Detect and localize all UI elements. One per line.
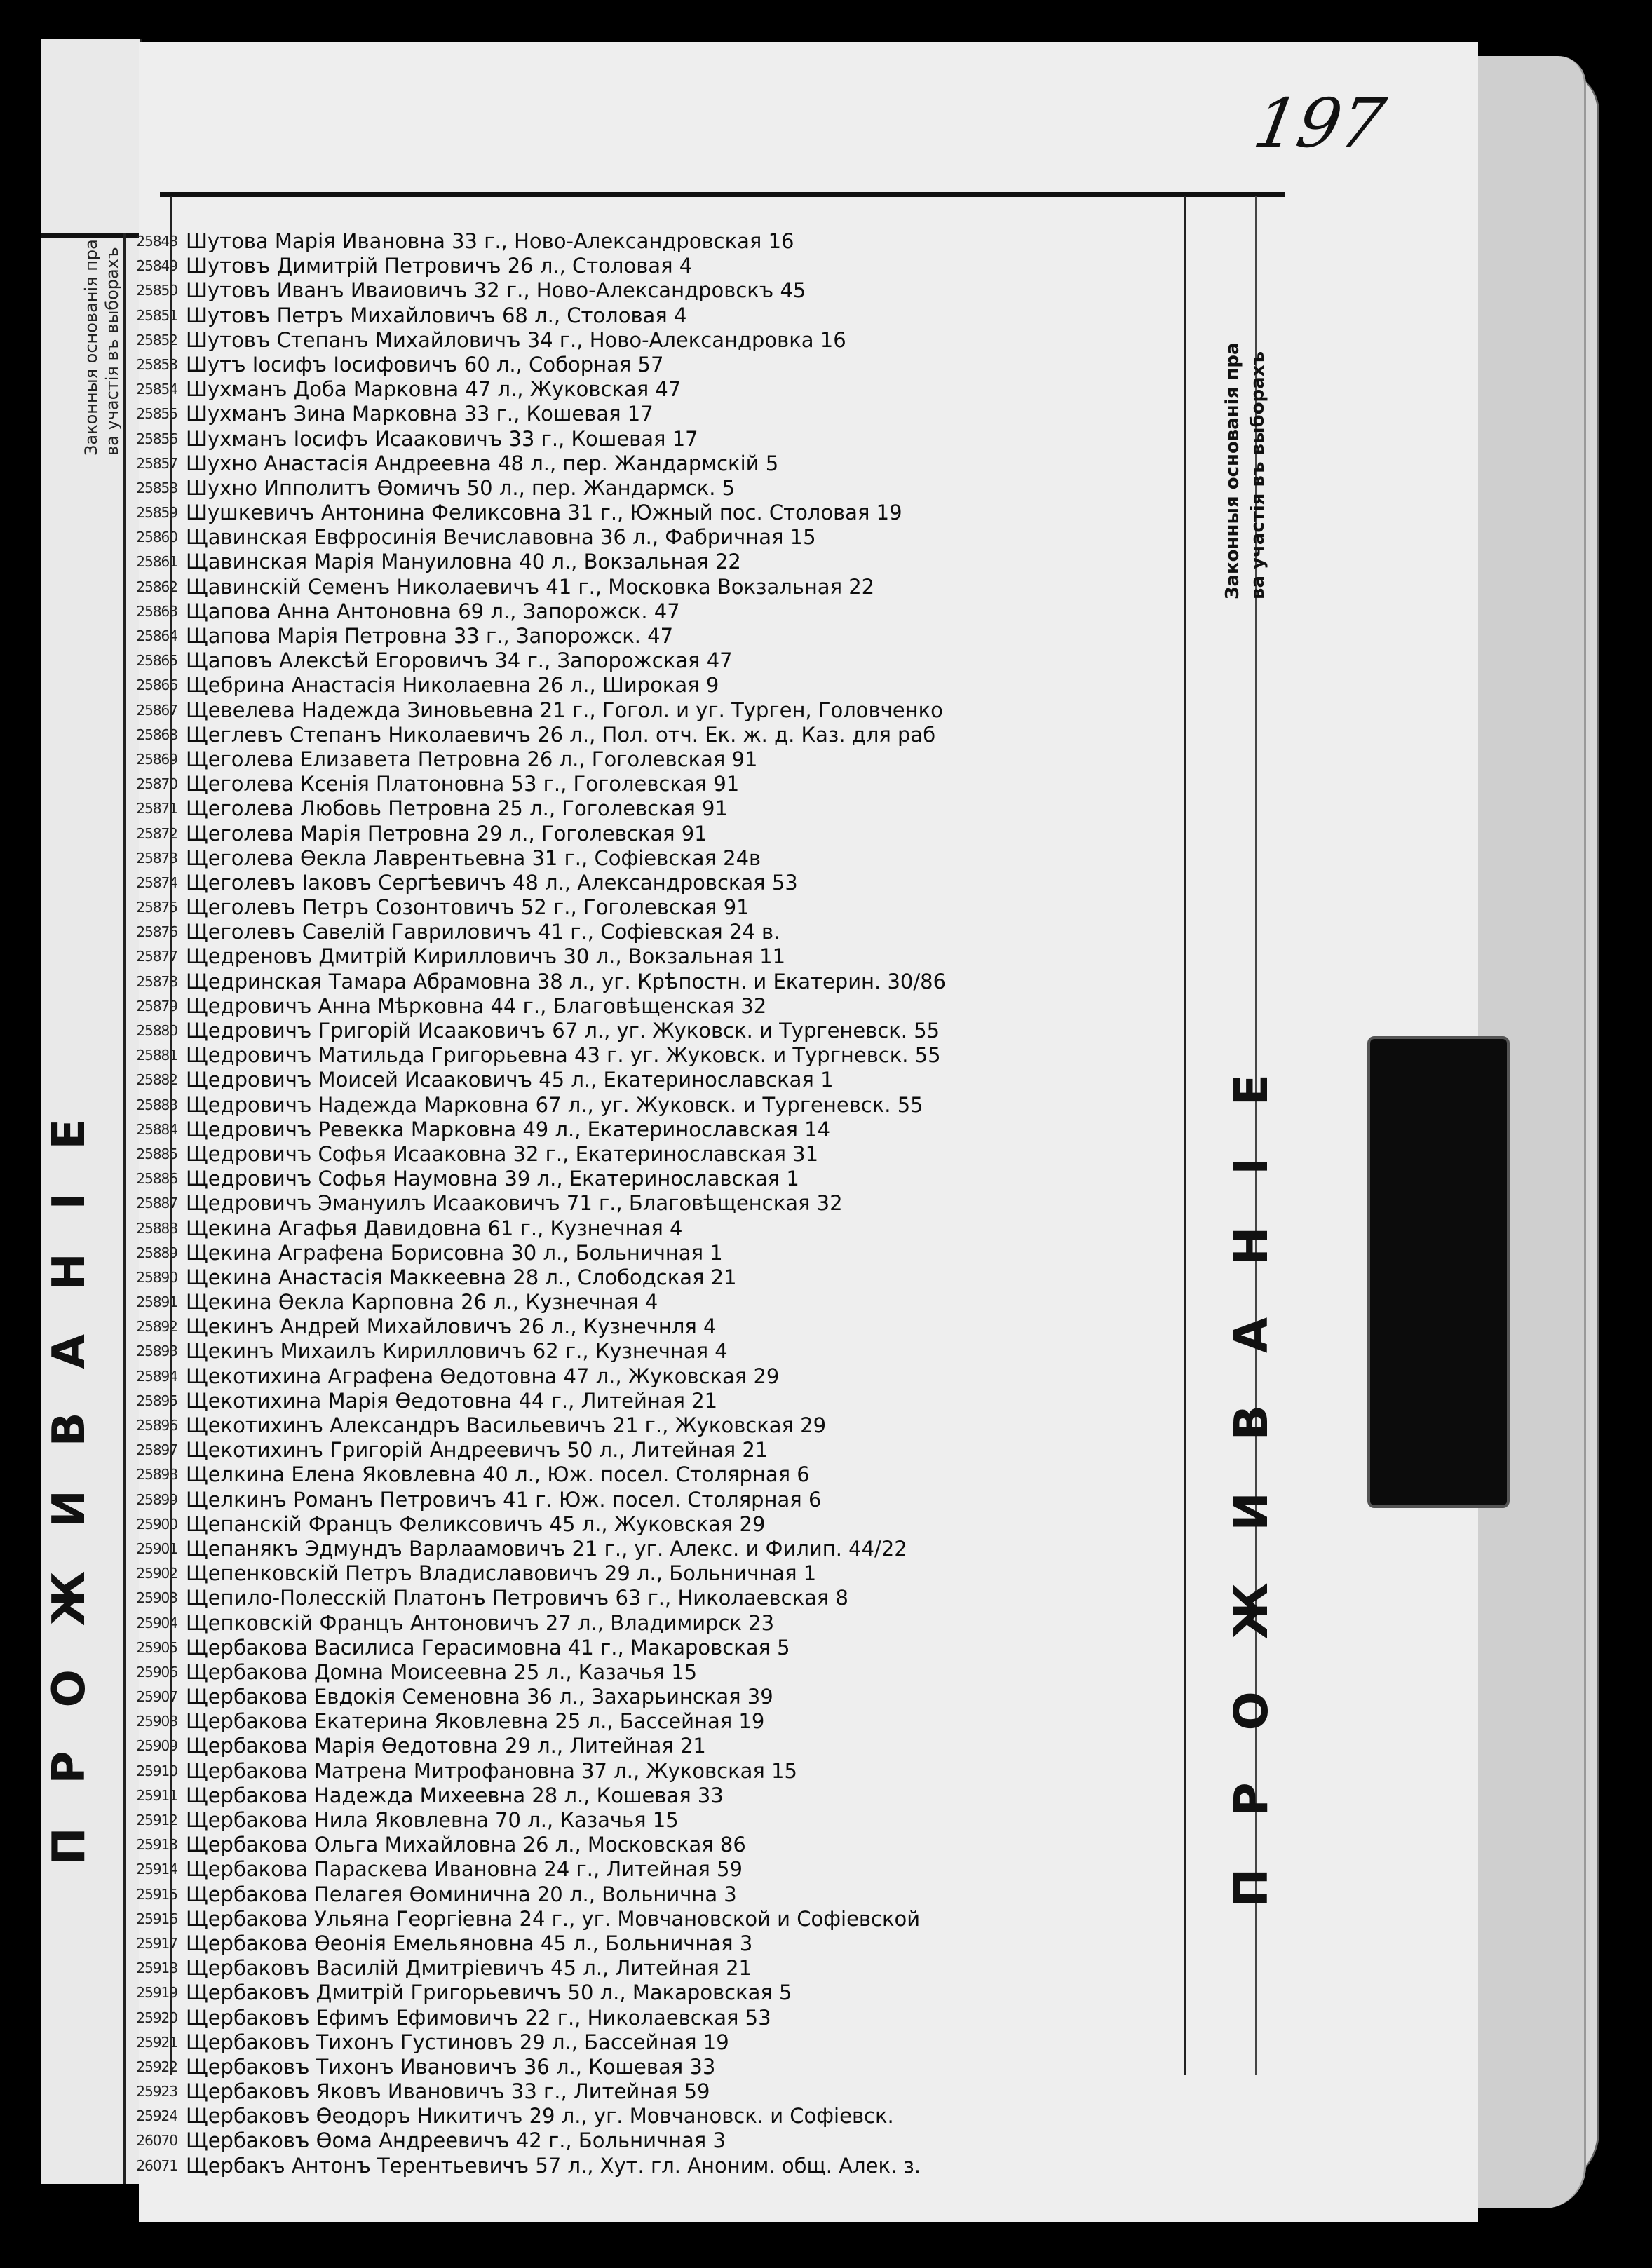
entry-number: 25857 (136, 454, 177, 472)
entry-number: 25916 (136, 1910, 177, 1927)
entry-text: Щеголева Ксенія Платоновна 53 г., Гоголевская 91 (186, 772, 740, 796)
entry-text: Шутовъ Петръ Михайловичъ 68 л., Столовая 4 (186, 303, 687, 327)
entry-number: 25858 (136, 479, 177, 496)
list-item (130, 1068, 1196, 1092)
entry-number: 25898 (136, 1466, 177, 1483)
entry-number: 25867 (136, 701, 177, 719)
list-item (130, 920, 1196, 944)
list-item (130, 1586, 1196, 1610)
entry-number: 25911 (136, 1786, 177, 1804)
entry-text: Щеголева Марія Петровна 29 л., Гоголевская 91 (186, 821, 707, 846)
list-item (130, 895, 1196, 920)
list-item (130, 1857, 1196, 1882)
list-item (130, 846, 1196, 871)
entry-number: 25890 (136, 1268, 177, 1286)
entry-number: 25896 (136, 1417, 177, 1434)
entry-text: Щепанскій Францъ Феликсовичъ 45 л., Жуковская 29 (186, 1512, 766, 1536)
list-item (130, 525, 1196, 550)
entry-text: Шухманъ Доба Марковна 47 л., Жуковская 47 (186, 377, 682, 402)
entry-text: Шухно Анастасія Андреевна 48 л., пер. Жандармскій 5 (186, 451, 779, 475)
entry-text: Щеглевъ Степанъ Николаевичъ 26 л., Пол. отч. Ек. ж. д. Каз. для раб (186, 722, 936, 747)
list-item (130, 1611, 1196, 1636)
entry-number: 25923 (136, 2083, 177, 2100)
entry-text: Щербакова Ольга Михайловна 26 л., Московская 86 (186, 1833, 746, 1857)
entry-text: Щербакъ Антонъ Терентьевичъ 57 л., Хут. гл. Аноним. общ. Алек. з. (186, 2153, 921, 2178)
entry-text: Щедровичъ Матильда Григорьевна 43 г. уг. Жуковск. и Тургневск. 55 (186, 1043, 941, 1068)
entry-number: 25868 (136, 726, 177, 743)
entry-number: 25892 (136, 1318, 177, 1336)
list-item (130, 1364, 1196, 1389)
entry-text: Щербаковъ Ѳома Андреевичъ 42 г., Больничная 3 (186, 2128, 726, 2153)
list-item (130, 1438, 1196, 1462)
entry-text: Щепковскій Францъ Антоновичъ 27 л., Владимирск 23 (186, 1610, 775, 1635)
scan-border (0, 0, 41, 2268)
list-item (130, 1339, 1196, 1364)
entry-text: Щербаковъ Тихонъ Густиновъ 29 л., Бассейная 19 (186, 2030, 729, 2054)
entry-number: 25865 (136, 652, 177, 670)
list-item (130, 1981, 1196, 2005)
side-header-line-1: Законныя основанія пра (1222, 342, 1243, 599)
list-item (130, 2006, 1196, 2030)
list-item (130, 1389, 1196, 1413)
entry-number: 25875 (136, 899, 177, 916)
entry-number: 25924 (136, 2107, 177, 2125)
entry-number: 25874 (136, 874, 177, 891)
entry-number: 25908 (136, 1713, 177, 1730)
spine-title (1224, 673, 1280, 1907)
entry-text: Щербакова Василиса Герасимовна 41 г., Макаровская 5 (186, 1635, 790, 1659)
entry-number: 25849 (136, 257, 177, 275)
entry-number: 25909 (136, 1737, 177, 1755)
entry-number: 25872 (136, 824, 177, 842)
entry-text: Щербакова Параскева Ивановна 24 г., Литейная 59 (186, 1857, 743, 1882)
entry-text: Щеголева Ѳекла Лаврентьевна 31 г., Софіевская 24в (186, 846, 761, 870)
entry-text: Щекина Агафья Давидовна 61 г., Кузнечная 4 (186, 1216, 683, 1240)
previous-page-column-rule (123, 233, 126, 2184)
list-item (130, 747, 1196, 772)
list-item (130, 673, 1196, 698)
list-item (130, 970, 1196, 994)
entry-text: Шушкевичъ Антонина Феликсовна 31 г., Южный пос. Столовая 19 (186, 501, 902, 525)
previous-page-spine-title (43, 491, 95, 1865)
entry-text: Щаповъ Алексѣй Егоровичъ 34 г., Запорожская 47 (186, 649, 733, 673)
top-rule (160, 192, 1285, 197)
entry-number: 25876 (136, 923, 177, 941)
entry-number: 25888 (136, 1219, 177, 1237)
entry-text: Щедровичъ Ревекка Марковна 49 л., Екатеринославская 14 (186, 1117, 831, 1141)
list-item (130, 575, 1196, 599)
list-item (130, 1167, 1196, 1191)
entry-number: 25859 (136, 504, 177, 522)
list-item (130, 649, 1196, 673)
list-item (130, 723, 1196, 747)
list-item (130, 1413, 1196, 1438)
list-item (130, 822, 1196, 846)
entry-number: 25848 (136, 233, 177, 250)
list-item (130, 501, 1196, 525)
entry-text: Щелкина Елена Яковлевна 40 л., Юж. посел. Столярная 6 (186, 1462, 810, 1487)
entry-number: 25901 (136, 1540, 177, 1557)
list-item (130, 254, 1196, 278)
entry-text: Щапова Марія Петровна 33 г., Запорожск. 47 (186, 624, 674, 648)
residents-list (130, 229, 1196, 2178)
entry-number: 25866 (136, 677, 177, 694)
entry-text: Щедровичъ Григорій Исааковичъ 67 л., уг. Жуковск. и Тургеневск. 55 (186, 1019, 940, 1043)
index-tab (1367, 1036, 1510, 1508)
entry-text: Щеголевъ Петръ Созонтовичъ 52 г., Гоголевская 91 (186, 895, 750, 920)
list-item (130, 1709, 1196, 1734)
entry-text: Шухно Ипполитъ Ѳомичъ 50 л., пер. Жандармск. 5 (186, 475, 736, 500)
list-item (130, 698, 1196, 723)
entry-text: Щербакова Нила Яковлевна 70 л., Казачья 15 (186, 1808, 679, 1832)
list-item (130, 1734, 1196, 1758)
entry-text: Щеголева Елизавета Петровна 26 л., Гоголевская 91 (186, 747, 758, 771)
list-item (130, 796, 1196, 821)
entry-number: 25864 (136, 627, 177, 644)
list-item (130, 1537, 1196, 1561)
entry-text: Щербакова Пелагея Ѳоминична 20 л., Вольнична 3 (186, 1882, 737, 1906)
entry-text: Щербаковъ Дмитрій Григорьевичъ 50 л., Макаровская 5 (186, 1981, 792, 2005)
entry-text: Щербакова Надежда Михеевна 28 л., Кошевая 33 (186, 1783, 724, 1807)
entry-number: 25871 (136, 800, 177, 817)
entry-number: 25905 (136, 1638, 177, 1656)
entry-number: 25914 (136, 1861, 177, 1878)
entry-number: 25893 (136, 1343, 177, 1360)
entry-text: Щекотихина Аграфена Ѳедотовна 47 л., Жуковская 29 (186, 1364, 780, 1388)
list-item (130, 1118, 1196, 1142)
entry-text: Щавинская Марія Мануиловна 40 л., Вокзальная 22 (186, 550, 741, 574)
entry-number: 25861 (136, 553, 177, 571)
entry-number: 25894 (136, 1367, 177, 1385)
entry-text: Шухманъ Іосифъ Исааковичъ 33 г., Кошевая 17 (186, 426, 698, 451)
entry-number: 25903 (136, 1589, 177, 1607)
entry-text: Щербакова Екатерина Яковлевна 25 л., Бассейная 19 (186, 1709, 765, 1734)
entry-number: 25891 (136, 1293, 177, 1311)
list-item (130, 402, 1196, 426)
entry-number: 25880 (136, 1022, 177, 1039)
list-item (130, 229, 1196, 254)
previous-header-line-2: ва участія въ выборахъ (102, 247, 122, 456)
list-item (130, 1907, 1196, 1931)
entry-text: Щелкинъ Романъ Петровичъ 41 г. Юж. посел. Столярная 6 (186, 1487, 822, 1512)
list-item (130, 1315, 1196, 1339)
entry-text: Щедреновъ Дмитрій Кирилловичъ 30 л., Вокзальная 11 (186, 944, 786, 969)
entry-text: Шутовъ Иванъ Иваиовичъ 32 г., Ново-Александровскъ 45 (186, 278, 806, 303)
entry-text: Щербаковъ Ѳеодоръ Никитичъ 29 л., уг. Мовчановск. и Софіевск. (186, 2104, 894, 2128)
entry-number: 25862 (136, 578, 177, 595)
entry-number: 25856 (136, 430, 177, 447)
entry-number: 25913 (136, 1836, 177, 1854)
list-item (130, 304, 1196, 328)
entry-text: Щербакова Матрена Митрофановна 37 л., Жуковская 15 (186, 1758, 797, 1783)
entry-number: 25899 (136, 1491, 177, 1508)
entry-text: Щепило-Полесскій Платонъ Петровичъ 63 г., Николаевская 8 (186, 1586, 848, 1610)
list-item (130, 1043, 1196, 1068)
entry-number: 25918 (136, 1960, 177, 1977)
entry-text: Щедровичъ Эмануилъ Исааковичъ 71 г., Благовѣщенская 32 (186, 1191, 843, 1216)
list-item (130, 944, 1196, 969)
entry-text: Щербакова Домна Моисеевна 25 л., Казачья 15 (186, 1659, 698, 1684)
entry-number: 25912 (136, 1812, 177, 1828)
list-item (130, 599, 1196, 624)
entry-text: Щебрина Анастасія Николаевна 26 л., Широкая 9 (186, 673, 719, 698)
entry-text: Щербаковъ Ефимъ Ефимовичъ 22 г., Николаевская 53 (186, 2005, 771, 2030)
entry-text: Щекинъ Андрей Михайловичъ 26 л., Кузнечнля 4 (186, 1315, 717, 1339)
entry-text: Шухманъ Зина Марковна 33 г., Кошевая 17 (186, 402, 654, 426)
list-item (130, 1882, 1196, 1907)
page-number: 197 (1248, 84, 1391, 163)
entry-number: 25873 (136, 849, 177, 867)
entry-number: 25910 (136, 1762, 177, 1779)
entry-text: Щекотихина Марія Ѳедотовна 44 г., Литейная 21 (186, 1388, 718, 1413)
list-item (130, 2079, 1196, 2104)
list-item (130, 1488, 1196, 1512)
entry-number: 25886 (136, 1170, 177, 1188)
list-item (130, 1241, 1196, 1265)
entry-text: Щедровичъ Софья Наумовна 39 л., Екатеринославская 1 (186, 1167, 799, 1191)
spine-title-text: ПРОЖИВАНІЕ (1224, 1021, 1278, 1907)
entry-number: 25921 (136, 2033, 177, 2051)
entry-text: Щедровичъ Анна Мѣрковна 44 г., Благовѣщенская 32 (186, 993, 767, 1018)
entry-number: 25897 (136, 1441, 177, 1459)
entry-number: 25922 (136, 2058, 177, 2075)
list-item (130, 1093, 1196, 1118)
list-item (130, 278, 1196, 303)
entry-number: 25885 (136, 1145, 177, 1162)
entry-number: 25920 (136, 2009, 177, 2026)
list-item (130, 1956, 1196, 1981)
entry-number: 25851 (136, 306, 177, 324)
entry-text: Щербакова Марія Ѳедотовна 29 л., Литейная 21 (186, 1734, 706, 1758)
list-item (130, 1784, 1196, 1808)
list-item (130, 1636, 1196, 1660)
entry-number: 25878 (136, 972, 177, 990)
list-item (130, 451, 1196, 476)
entry-number: 25907 (136, 1688, 177, 1706)
entry-text: Шутъ Іосифъ Іосифовичъ 60 л., Соборная 57 (186, 352, 664, 376)
entry-number: 25855 (136, 405, 177, 423)
entry-text: Щевелева Надежда Зиновьевна 21 г., Гогол. и уг. Турген, Головченко (186, 698, 943, 722)
list-item (130, 1191, 1196, 1216)
list-item (130, 353, 1196, 377)
list-item (130, 1019, 1196, 1043)
list-item (130, 1512, 1196, 1537)
entry-text: Щедровичъ Надежда Марковна 67 л., уг. Жуковск. и Тургеневск. 55 (186, 1092, 923, 1117)
entry-text: Щекина Анастасія Маккеевна 28 л., Слободская 21 (186, 1265, 737, 1289)
entry-number: 26071 (136, 2157, 177, 2174)
entry-number: 25884 (136, 1120, 177, 1138)
entry-text: Щапова Анна Антоновна 69 л., Запорожск. 47 (186, 599, 680, 623)
list-item (130, 1833, 1196, 1857)
list-item (130, 2128, 1196, 2153)
list-item (130, 476, 1196, 501)
entry-text: Щербаковъ Василій Дмитріевичъ 45 л., Литейная 21 (186, 1956, 752, 1981)
entry-number: 25853 (136, 355, 177, 373)
entry-text: Щедровичъ Софья Исааковна 32 г., Екатеринославская 31 (186, 1141, 819, 1166)
entry-number: 25870 (136, 775, 177, 793)
list-item (130, 1142, 1196, 1167)
list-item (130, 1265, 1196, 1290)
side-header-line-2: ва участія въ выборахъ (1247, 351, 1268, 599)
entry-number: 25854 (136, 381, 177, 398)
entry-number: 25852 (136, 331, 177, 348)
entry-number: 25902 (136, 1565, 177, 1582)
entry-number: 25895 (136, 1392, 177, 1409)
entry-number: 25860 (136, 529, 177, 546)
entry-text: Щедровичъ Моисей Исааковичъ 45 л., Екатеринославская 1 (186, 1068, 834, 1092)
entry-number: 25877 (136, 948, 177, 965)
entry-text: Щавинскій Семенъ Николаевичъ 41 г., Московка Вокзальная 22 (186, 574, 875, 599)
list-item (130, 1685, 1196, 1709)
list-item (130, 1660, 1196, 1685)
entry-text: Щеголева Любовь Петровна 25 л., Гоголевская 91 (186, 796, 728, 821)
entry-number: 25863 (136, 602, 177, 620)
list-item (130, 2104, 1196, 2128)
entry-text: Щеголевъ Савелій Гавриловичъ 41 г., Софіевская 24 в. (186, 920, 780, 944)
entry-number: 25881 (136, 1047, 177, 1064)
entry-number: 25915 (136, 1885, 177, 1903)
entry-number: 25887 (136, 1195, 177, 1212)
entry-text: Щербаковъ Яковъ Ивановичъ 33 г., Литейная 59 (186, 2079, 710, 2104)
entry-number: 25882 (136, 1071, 177, 1089)
list-item (130, 994, 1196, 1019)
entry-text: Щедринская Тамара Абрамовна 38 л., уг. Крѣпостн. и Екатерин. 30/86 (186, 969, 947, 993)
side-column-header (1220, 207, 1276, 599)
entry-text: Щербаковъ Тихонъ Ивановичъ 36 л., Кошевая 33 (186, 2054, 716, 2079)
previous-spine-text: ПРОЖИВАНІЕ (43, 1075, 95, 1865)
entry-text: Щекина Ѳекла Карповна 26 л., Кузнечная 4 (186, 1290, 658, 1315)
previous-header-line-1: Законныя основанія пра (81, 239, 101, 456)
entry-number: 25904 (136, 1614, 177, 1631)
list-item (130, 1759, 1196, 1784)
list-item (130, 1216, 1196, 1241)
list-item (130, 871, 1196, 895)
list-item (130, 2055, 1196, 2079)
entry-text: Щербакова Евдокія Семеновна 36 л., Захарьинская 39 (186, 1685, 773, 1709)
entry-number: 25869 (136, 750, 177, 768)
entry-text: Щеголевъ Іаковъ Сергѣевичъ 48 л., Александровская 53 (186, 870, 798, 895)
list-item (130, 377, 1196, 402)
list-item (130, 427, 1196, 451)
entry-number: 25883 (136, 1096, 177, 1113)
entry-text: Щербакова Ульяна Георгіевна 24 г., уг. Мовчановской и Софіевской (186, 1906, 921, 1931)
entry-number: 25919 (136, 1984, 177, 2002)
entry-text: Щекотихинъ Григорій Андреевичъ 50 л., Литейная 21 (186, 1438, 769, 1462)
entry-text: Щекина Аграфена Борисовна 30 л., Больничная 1 (186, 1240, 723, 1265)
list-item (130, 1290, 1196, 1315)
entry-text: Щавинская Евфросинія Вечиславовна 36 л., Фабричная 15 (186, 525, 816, 550)
entry-number: 25917 (136, 1934, 177, 1952)
entry-number: 26070 (136, 2132, 177, 2150)
list-item (130, 1462, 1196, 1487)
entry-text: Шутовъ Степанъ Михайловичъ 34 г., Ново-Александровка 16 (186, 327, 846, 352)
list-item (130, 2154, 1196, 2178)
previous-page-column-header (81, 203, 122, 456)
list-item (130, 2030, 1196, 2055)
entry-number: 25879 (136, 997, 177, 1014)
entry-text: Шутовъ Димитрій Петровичъ 26 л., Столовая 4 (186, 254, 693, 278)
list-item (130, 550, 1196, 574)
entry-text: Шутова Марія Ивановна 33 г., Ново-Александровская 16 (186, 229, 794, 253)
entry-number: 25906 (136, 1663, 177, 1680)
entry-number: 25889 (136, 1244, 177, 1261)
entry-text: Щекинъ Михаилъ Кирилловичъ 62 г., Кузнечная 4 (186, 1339, 728, 1364)
list-item (130, 624, 1196, 649)
list-item (130, 772, 1196, 796)
list-item (130, 328, 1196, 353)
list-item (130, 1561, 1196, 1586)
entry-text: Щепанякъ Эдмундъ Варлаамовичъ 21 г., уг. Алекс. и Филип. 44/22 (186, 1536, 907, 1561)
entry-text: Щербакова Ѳеонія Емельяновна 45 л., Больничная 3 (186, 1931, 753, 1955)
entry-text: Щекотихинъ Александръ Васильевичъ 21 г., Жуковская 29 (186, 1413, 827, 1437)
entry-number: 25900 (136, 1515, 177, 1533)
entry-text: Щепенковскій Петръ Владиславовичъ 29 л., Больничная 1 (186, 1561, 817, 1586)
list-item (130, 1808, 1196, 1833)
entry-number: 25850 (136, 282, 177, 299)
list-item (130, 1931, 1196, 1956)
